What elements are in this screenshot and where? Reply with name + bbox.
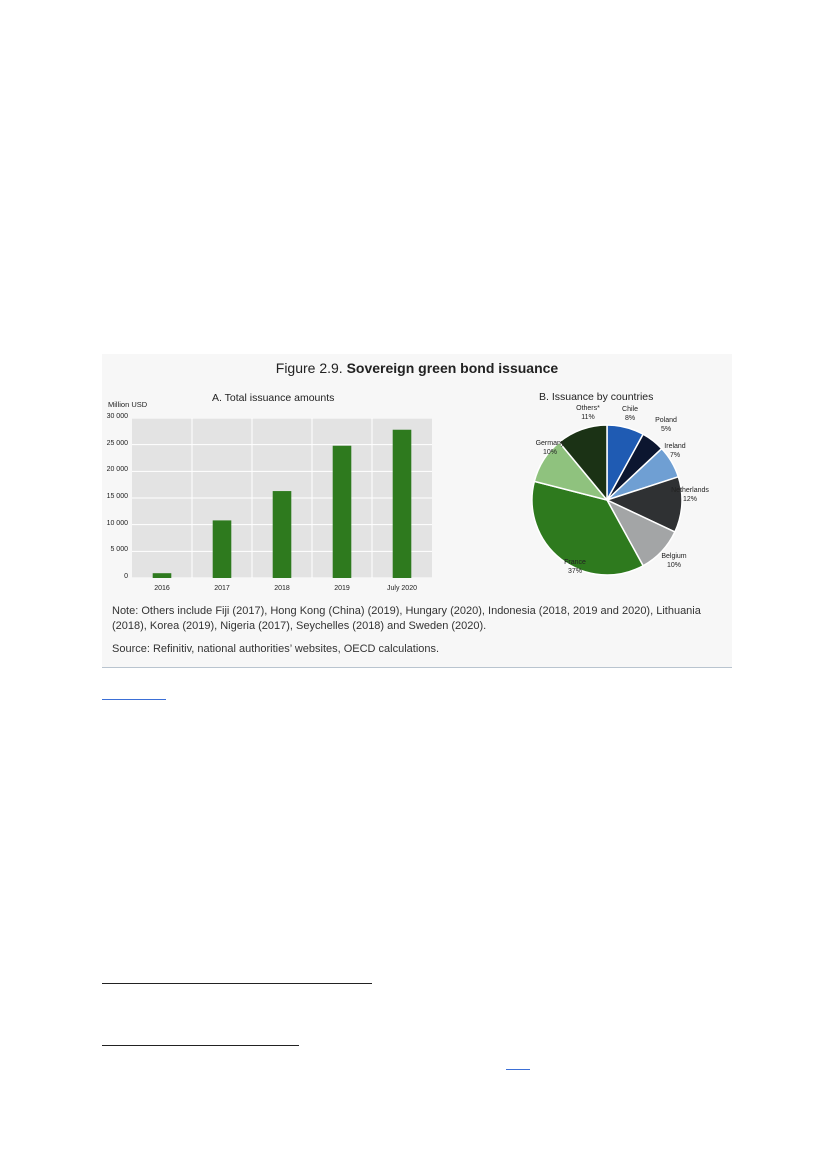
bar-2016 <box>153 573 172 578</box>
bar-2017 <box>213 520 232 578</box>
pie-label-others: Others* 11% <box>576 405 600 421</box>
bar-ytick-label: 25 000 <box>106 439 128 447</box>
bar-ytick-label: 10 000 <box>106 519 128 527</box>
figure-title-bold: Sovereign green bond issuance <box>346 360 559 376</box>
bar-chart <box>132 418 432 578</box>
pie-label-poland: Poland 5% <box>655 417 677 433</box>
bar-xtick-label: 2019 <box>334 585 350 592</box>
footnote-link-underline[interactable] <box>506 1069 530 1070</box>
figure-source: Source: Refinitiv, national authorities’ websites, OECD calculations. <box>112 643 440 655</box>
pie-label-chile: Chile 8% <box>622 406 638 422</box>
bar-ytick-label: 15 000 <box>106 493 128 500</box>
bar-xtick-label: July 2020 <box>387 585 417 592</box>
link-underline[interactable] <box>102 699 166 700</box>
bar-july-2020 <box>393 430 412 578</box>
figure-panel <box>102 354 732 668</box>
pie-label-netherlands: Netherlands 12% <box>671 487 709 503</box>
bar-2019 <box>333 446 352 578</box>
pie-chart-title: B. Issuance by countries <box>539 391 654 403</box>
figure-title <box>102 360 732 376</box>
bar-ytick-label: 5 000 <box>110 546 128 554</box>
pie-label-belgium: Belgium 10% <box>661 553 687 569</box>
figure-note: Note: Others include Fiji (2017), Hong Kong (China) (2019), Hungary (2020), Indonesia (2018, 2019 and 2020), Lithuania (2018), Korea (2019), Nigeria (2017), Seychelles (2018) and Sweden (2020). <box>112 605 701 632</box>
bar-chart-title: A. Total issuance amounts <box>212 392 335 404</box>
bar-xtick-label: 2017 <box>214 585 230 592</box>
bar-2018 <box>273 491 292 578</box>
pie-label-france: France 37% <box>564 559 586 575</box>
bar-xtick-label: 2016 <box>154 585 170 592</box>
bar-ytick-label: 0 <box>124 573 128 580</box>
figure-title-prefix: Figure 2.9. <box>275 360 343 376</box>
bar-ytick-label: 30 000 <box>106 413 128 420</box>
footnote-separator <box>102 983 372 984</box>
footnote-rule <box>102 1045 299 1046</box>
bar-ytick-label: 20 000 <box>106 466 128 474</box>
pie-label-ireland: Ireland 7% <box>664 443 686 459</box>
bar-chart-ylabel: Million USD <box>108 400 148 409</box>
pie-label-germany: Germany 10% <box>535 440 565 456</box>
bar-xtick-label: 2018 <box>274 585 290 592</box>
figure-bottom-rule <box>102 667 732 668</box>
